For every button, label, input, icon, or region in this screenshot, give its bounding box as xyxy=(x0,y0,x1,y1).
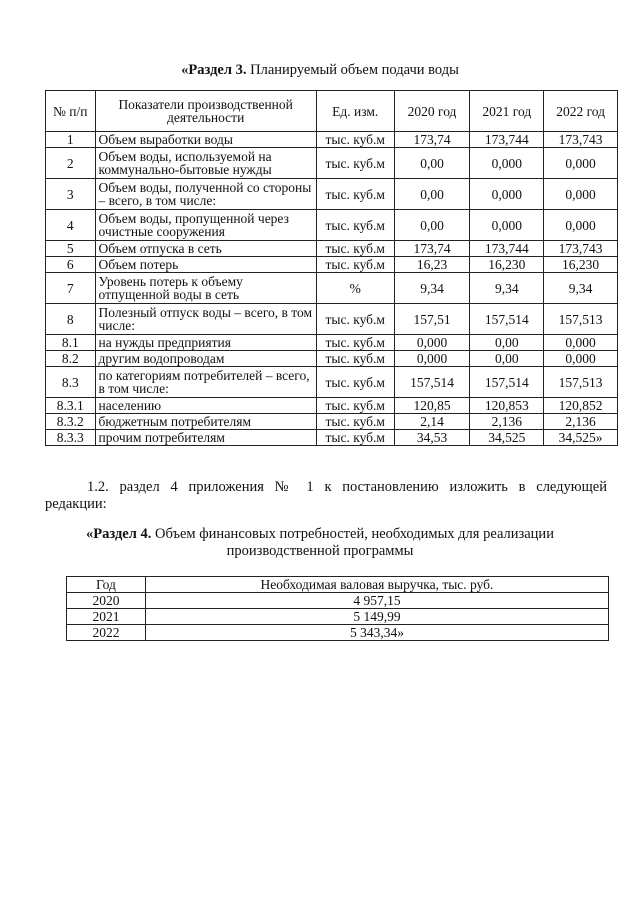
cell-2022: 120,852 xyxy=(544,398,618,414)
section4-title-text: Объем финансовых потребностей, необходимых для реализации xyxy=(151,526,554,542)
cell-indicator: Полезный отпуск воды – всего, в том числе: xyxy=(95,304,316,335)
table-row xyxy=(46,335,618,351)
cell-number: 8.3.3 xyxy=(46,430,96,446)
cell-unit: тыс. куб.м xyxy=(316,335,394,351)
col-header-indicator: Показатели производственной деятельности xyxy=(95,91,316,132)
cell-2022: 0,000 xyxy=(544,179,618,210)
cell-2022: 2,136 xyxy=(544,414,618,430)
cell-number: 8.1 xyxy=(46,335,96,351)
table-row xyxy=(67,609,609,625)
cell-number: 4 xyxy=(46,210,96,241)
cell-number: 5 xyxy=(46,241,96,257)
cell-unit: % xyxy=(316,273,394,304)
table-header-row xyxy=(67,577,609,593)
cell-number: 7 xyxy=(46,273,96,304)
cell-2020: 120,85 xyxy=(394,398,470,414)
cell-unit: тыс. куб.м xyxy=(316,414,394,430)
cell-2021: 16,230 xyxy=(470,257,544,273)
cell-indicator: по категориям потребителей – всего, в том числе: xyxy=(95,367,316,398)
table-header-row xyxy=(46,91,618,132)
cell-number: 3 xyxy=(46,179,96,210)
cell-revenue: 4 957,15 xyxy=(146,593,609,609)
cell-indicator: Объем потерь xyxy=(95,257,316,273)
col-header-number: № п/п xyxy=(46,91,96,132)
cell-2022: 173,743 xyxy=(544,132,618,148)
cell-indicator: Объем воды, полученной со стороны – всего, в том числе: xyxy=(95,179,316,210)
section4-title-bold: «Раздел 4. xyxy=(86,526,152,542)
cell-indicator: Объем воды, используемой на коммунально-бытовые нужды xyxy=(95,148,316,179)
cell-2021: 0,00 xyxy=(470,351,544,367)
section3-title xyxy=(0,62,640,79)
cell-number: 1 xyxy=(46,132,96,148)
table-row xyxy=(46,257,618,273)
col-header-2020: 2020 год xyxy=(394,91,470,132)
cell-2022: 0,000 xyxy=(544,335,618,351)
cell-unit: тыс. куб.м xyxy=(316,132,394,148)
table-row xyxy=(46,148,618,179)
cell-unit: тыс. куб.м xyxy=(316,148,394,179)
cell-indicator: населению xyxy=(95,398,316,414)
cell-number: 2 xyxy=(46,148,96,179)
cell-2020: 0,00 xyxy=(394,148,470,179)
cell-year: 2022 xyxy=(67,625,146,641)
table-row xyxy=(46,241,618,257)
cell-unit: тыс. куб.м xyxy=(316,430,394,446)
cell-2020: 0,000 xyxy=(394,335,470,351)
cell-2020: 173,74 xyxy=(394,132,470,148)
cell-unit: тыс. куб.м xyxy=(316,304,394,335)
cell-indicator: Объем воды, пропущенной через очистные сооружения xyxy=(95,210,316,241)
cell-number: 8 xyxy=(46,304,96,335)
table-row xyxy=(46,304,618,335)
section4-title xyxy=(0,526,640,560)
section3-title-bold: «Раздел 3. xyxy=(181,62,247,78)
cell-2020: 157,51 xyxy=(394,304,470,335)
col-header-2022: 2022 год xyxy=(544,91,618,132)
table-row xyxy=(67,625,609,641)
table-row xyxy=(67,593,609,609)
table-row xyxy=(46,132,618,148)
cell-2021: 173,744 xyxy=(470,241,544,257)
section3-title-text: Планируемый объем подачи воды xyxy=(246,62,459,78)
cell-indicator: Объем выработки воды xyxy=(95,132,316,148)
financial-needs-table xyxy=(66,576,609,641)
cell-2020: 173,74 xyxy=(394,241,470,257)
cell-2020: 34,53 xyxy=(394,430,470,446)
cell-2022: 34,525» xyxy=(544,430,618,446)
cell-number: 8.3 xyxy=(46,367,96,398)
cell-2021: 34,525 xyxy=(470,430,544,446)
cell-indicator: на нужды предприятия xyxy=(95,335,316,351)
cell-2021: 0,000 xyxy=(470,148,544,179)
cell-2021: 0,000 xyxy=(470,179,544,210)
cell-2020: 9,34 xyxy=(394,273,470,304)
cell-indicator: Уровень потерь к объему отпущенной воды в сеть xyxy=(95,273,316,304)
table-row xyxy=(46,351,618,367)
cell-2020: 0,000 xyxy=(394,351,470,367)
planned-water-supply-table xyxy=(45,90,618,446)
table-row xyxy=(46,273,618,304)
cell-2020: 0,00 xyxy=(394,210,470,241)
cell-2021: 9,34 xyxy=(470,273,544,304)
cell-indicator: другим водопроводам xyxy=(95,351,316,367)
cell-number: 8.3.1 xyxy=(46,398,96,414)
cell-number: 8.2 xyxy=(46,351,96,367)
cell-unit: тыс. куб.м xyxy=(316,257,394,273)
cell-revenue: 5 343,34» xyxy=(146,625,609,641)
cell-revenue: 5 149,99 xyxy=(146,609,609,625)
amendment-paragraph-line1: 1.2. раздел 4 приложения № 1 к постановлению изложить в следующей xyxy=(87,479,607,495)
cell-2020: 2,14 xyxy=(394,414,470,430)
table-row xyxy=(46,398,618,414)
cell-indicator: прочим потребителям xyxy=(95,430,316,446)
cell-2021: 157,514 xyxy=(470,304,544,335)
cell-unit: тыс. куб.м xyxy=(316,210,394,241)
cell-2020: 0,00 xyxy=(394,179,470,210)
cell-2020: 157,514 xyxy=(394,367,470,398)
cell-indicator: Объем отпуска в сеть xyxy=(95,241,316,257)
cell-unit: тыс. куб.м xyxy=(316,241,394,257)
table-row xyxy=(46,210,618,241)
cell-2021: 173,744 xyxy=(470,132,544,148)
cell-year: 2020 xyxy=(67,593,146,609)
cell-2022: 157,513 xyxy=(544,367,618,398)
cell-2021: 0,00 xyxy=(470,335,544,351)
cell-2022: 9,34 xyxy=(544,273,618,304)
col-header-unit: Ед. изм. xyxy=(316,91,394,132)
cell-2021: 2,136 xyxy=(470,414,544,430)
cell-2022: 157,513 xyxy=(544,304,618,335)
cell-2022: 0,000 xyxy=(544,148,618,179)
cell-unit: тыс. куб.м xyxy=(316,351,394,367)
table-row xyxy=(46,430,618,446)
cell-2021: 0,000 xyxy=(470,210,544,241)
cell-2021: 120,853 xyxy=(470,398,544,414)
table-row xyxy=(46,414,618,430)
section4-title-line2: производственной программы xyxy=(226,543,414,559)
col-header-revenue: Необходимая валовая выручка, тыс. руб. xyxy=(146,577,609,593)
cell-year: 2021 xyxy=(67,609,146,625)
col-header-2021: 2021 год xyxy=(470,91,544,132)
cell-number: 8.3.2 xyxy=(46,414,96,430)
cell-unit: тыс. куб.м xyxy=(316,367,394,398)
cell-indicator: бюджетным потребителям xyxy=(95,414,316,430)
cell-2022: 16,230 xyxy=(544,257,618,273)
cell-2022: 173,743 xyxy=(544,241,618,257)
cell-2021: 157,514 xyxy=(470,367,544,398)
cell-2022: 0,000 xyxy=(544,210,618,241)
cell-2022: 0,000 xyxy=(544,351,618,367)
col-header-year: Год xyxy=(67,577,146,593)
cell-unit: тыс. куб.м xyxy=(316,179,394,210)
cell-2020: 16,23 xyxy=(394,257,470,273)
table-row xyxy=(46,367,618,398)
table-row xyxy=(46,179,618,210)
cell-unit: тыс. куб.м xyxy=(316,398,394,414)
amendment-paragraph-line2: редакции: xyxy=(45,496,107,512)
cell-number: 6 xyxy=(46,257,96,273)
